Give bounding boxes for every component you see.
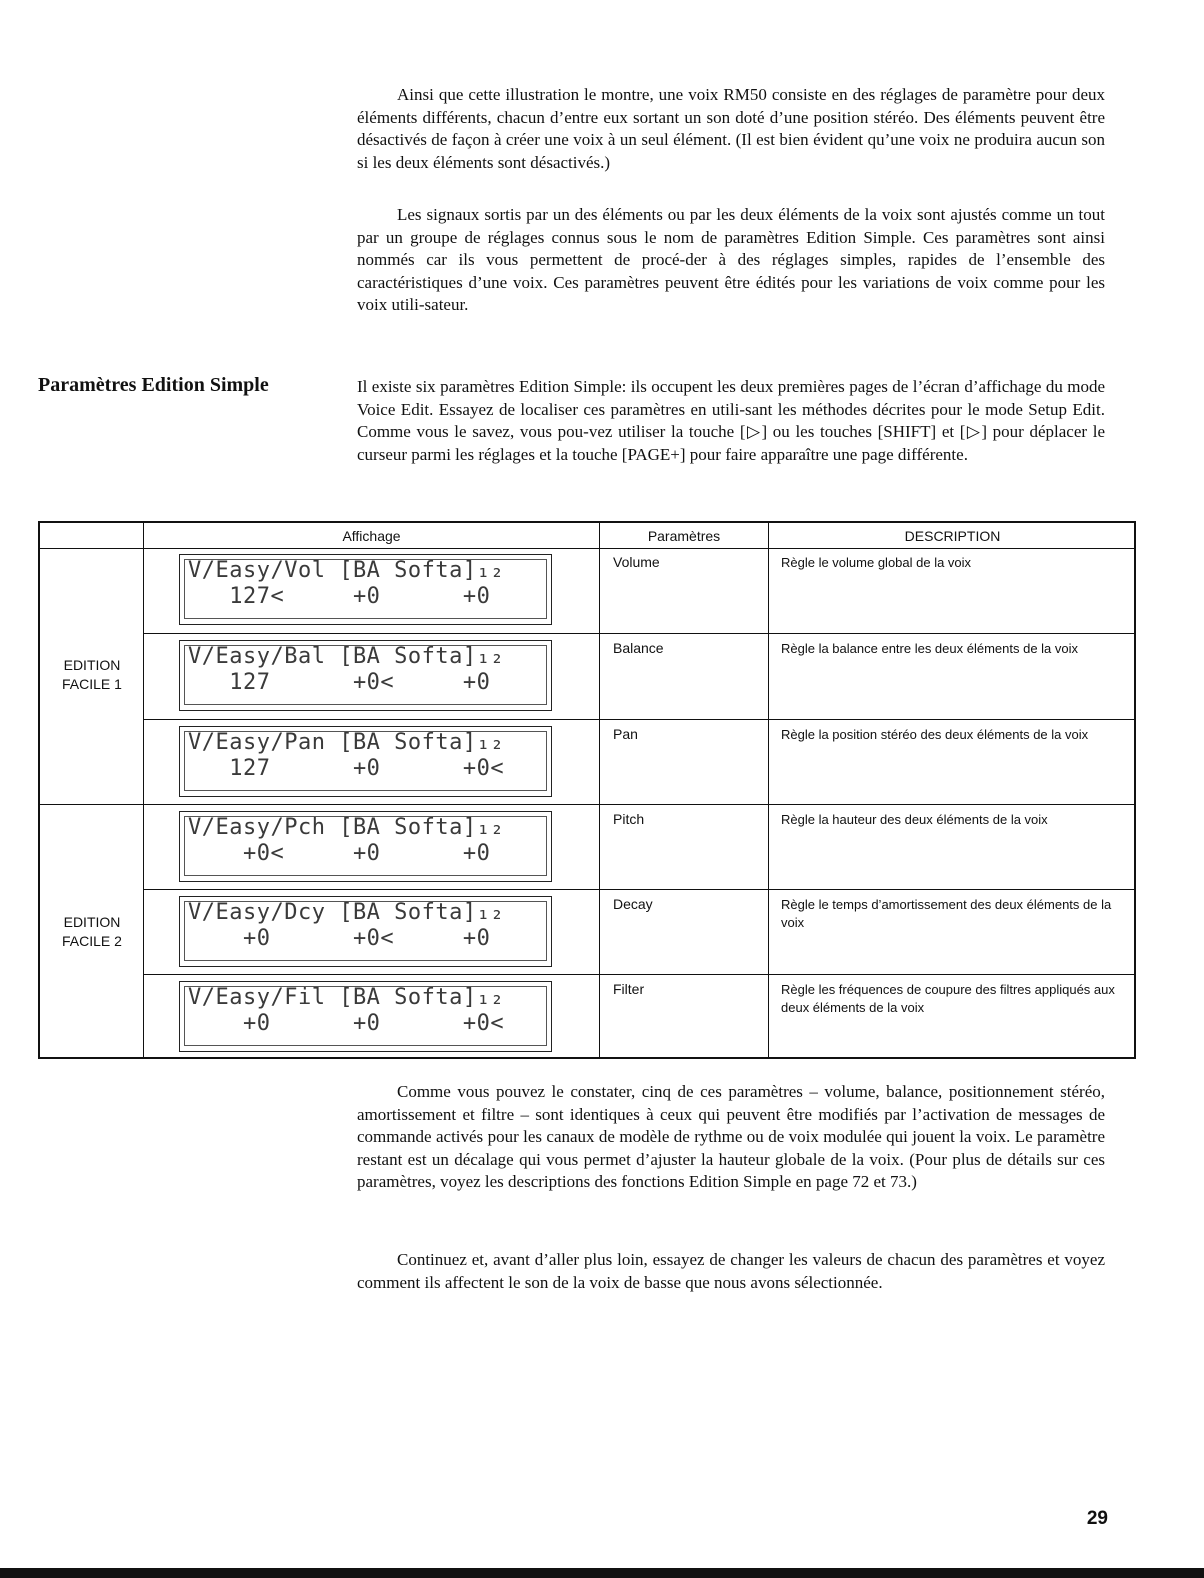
lcd-display <box>179 640 552 711</box>
lcd-line-1: V/Easy/Pch [BA Softa]₁₂ <box>188 815 505 840</box>
lcd-line-1: V/Easy/Vol [BA Softa]₁₂ <box>188 558 505 583</box>
param-description: Règle le temps d’amortissement des deux éléments de la voix <box>781 897 1112 930</box>
easy-edit-table <box>38 521 1136 1059</box>
param-name: Balance <box>613 640 664 656</box>
intro-paragraph-1: Ainsi que cette illustration le montre, une voix RM50 consiste en des réglages de paramètre pour deux éléments différents, chacun d’entre eux sortant un son doté d’une position stéréo. Des éléments peuvent être désactivés de façon à créer une voix à un seul élément. (Il est bien évident qu’une voix ne produira aucun son si les deux éléments sont désactivés.) <box>357 85 1105 172</box>
group-label-easy-2: EDITION FACILE 2 <box>62 914 122 949</box>
header-params: Paramètres <box>647 528 721 544</box>
param-name: Pan <box>613 726 638 742</box>
header-display: Affichage <box>342 528 401 544</box>
header-description: DESCRIPTION <box>904 528 1001 544</box>
section-heading: Paramètres Edition Simple <box>38 374 269 396</box>
lcd-display <box>179 554 552 625</box>
param-description: Règle le volume global de la voix <box>781 555 972 570</box>
lcd-display <box>179 811 552 882</box>
group-label-easy-1: EDITION FACILE 1 <box>62 657 122 692</box>
lcd-line-2: 127 +0 +0< <box>188 756 505 781</box>
param-name: Filter <box>613 981 645 997</box>
param-description: Règle les fréquences de coupure des filtres appliqués aux deux éléments de la voix <box>781 982 1115 1015</box>
param-description: Règle la balance entre les deux éléments de la voix <box>781 641 1079 656</box>
lcd-line-2: +0 +0< +0 <box>188 926 491 951</box>
lcd-display <box>179 896 552 967</box>
lcd-line-1: V/Easy/Fil [BA Softa]₁₂ <box>188 985 505 1010</box>
followup-paragraph-2: Continuez et, avant d’aller plus loin, essayez de changer les valeurs de chacun des paramètres et voyez comment ils affectent le son de la voix de basse que nous avons sélectionnée. <box>357 1250 1105 1292</box>
param-description: Règle la hauteur des deux éléments de la voix <box>781 812 1048 827</box>
param-name: Pitch <box>613 811 645 827</box>
param-name: Volume <box>613 554 660 570</box>
page-number: 29 <box>1086 1508 1108 1529</box>
param-description: Règle la position stéréo des deux éléments de la voix <box>781 727 1089 742</box>
lcd-line-1: V/Easy/Pan [BA Softa]₁₂ <box>188 730 505 755</box>
intro-paragraph-2: Les signaux sortis par un des éléments ou par les deux éléments de la voix sont ajustés comme un tout par un groupe de réglages connus sous le nom de paramètres Edition Simple. Ces paramètres sont ainsi nommés car ils vous permettent de procé-der à des réglages simples, rapides de l’ensemble des caractéristiques d’une voix. Ces paramètres peuvent être édités pour les variations de voix comme pour les voix utili-sateur. <box>357 205 1105 314</box>
lcd-display <box>179 981 552 1052</box>
lcd-line-1: V/Easy/Bal [BA Softa]₁₂ <box>188 644 505 669</box>
lcd-line-2: 127 +0< +0 <box>188 670 491 695</box>
lcd-display <box>179 726 552 797</box>
param-name: Decay <box>613 896 653 912</box>
lcd-line-2: 127< +0 +0 <box>188 584 491 609</box>
lcd-line-2: +0 +0 +0< <box>188 1011 505 1036</box>
section-paragraph: Il existe six paramètres Edition Simple: ils occupent les deux premières pages de l’écran d’affichage du mode Voice Edit. Essayez de localiser ces paramètres en utili-sant les méthodes décrites pour le mode Setup Edit. Comme vous le savez, vous pou-vez utiliser la touche [▷] ou les touches [SHIFT] et [▷] pour déplacer le curseur parmi les réglages et la touche [PAGE+] pour faire apparaître une page différente. <box>357 377 1105 464</box>
bottom-rule <box>0 1568 1204 1578</box>
lcd-line-2: +0< +0 +0 <box>188 841 491 866</box>
lcd-line-1: V/Easy/Dcy [BA Softa]₁₂ <box>188 900 505 925</box>
followup-paragraph-1: Comme vous pouvez le constater, cinq de ces paramètres – volume, balance, positionnement stéréo, amortissement et filtre – sont identiques à ceux qui peuvent être modifiés par l’activation de messages de commande activés pour les canaux de modèle de rythme ou de voix modulée qui jouent la voix. Le paramètre restant est un décalage qui vous permet d’ajuster la hauteur globale de la voix. (Pour plus de détails sur ces paramètres, voyez les descriptions des fonctions Edition Simple en page 72 et 73.) <box>357 1082 1105 1191</box>
